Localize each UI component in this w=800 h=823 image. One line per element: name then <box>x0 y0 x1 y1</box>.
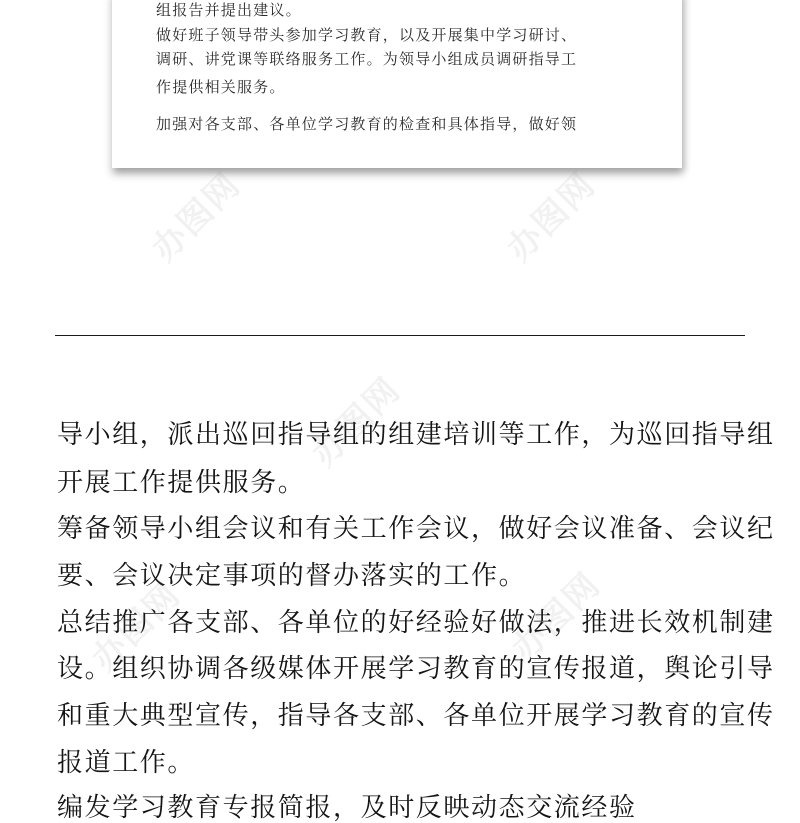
body-text-line: 导小组，派出巡回指导组的组建培训等工作，为巡回指导组 <box>57 420 775 450</box>
watermark: 办图网 <box>504 564 609 670</box>
document-page-preview <box>112 0 682 168</box>
preview-text-line: 加强对各支部、各单位学习教育的检查和具体指导，做好领 <box>156 115 578 133</box>
watermark: 办图网 <box>144 164 249 270</box>
body-text-line: 设。组织协调各级媒体开展学习教育的宣传报道，舆论引导 <box>57 654 775 684</box>
body-text-line: 筹备领导小组会议和有关工作会议，做好会议准备、会议纪 <box>57 514 775 544</box>
watermark: 办图网 <box>84 574 189 680</box>
watermark: 办图网 <box>304 369 409 475</box>
body-text-line: 编发学习教育专报简报，及时反映动态交流经验 <box>57 793 637 823</box>
preview-text-line: 做好班子领导带头参加学习教育，以及开展集中学习研讨、 <box>156 26 578 44</box>
preview-text-line: 作提供相关服务。 <box>156 78 286 96</box>
body-text-line: 开展工作提供服务。 <box>57 468 306 498</box>
page-divider <box>55 335 745 336</box>
preview-text-line: 组报告并提出建议。 <box>156 1 302 19</box>
watermark: 办图网 <box>499 164 604 270</box>
preview-text-line: 调研、讲党课等联络服务工作。为领导小组成员调研指导工 <box>156 50 578 68</box>
body-text-line: 总结推广各支部、各单位的好经验好做法，推进长效机制建 <box>57 608 775 638</box>
body-text-line: 要、会议决定事项的督办落实的工作。 <box>57 561 527 591</box>
body-text-line: 报道工作。 <box>57 748 196 778</box>
body-text-line: 和重大典型宣传，指导各支部、各单位开展学习教育的宣传 <box>57 701 775 731</box>
